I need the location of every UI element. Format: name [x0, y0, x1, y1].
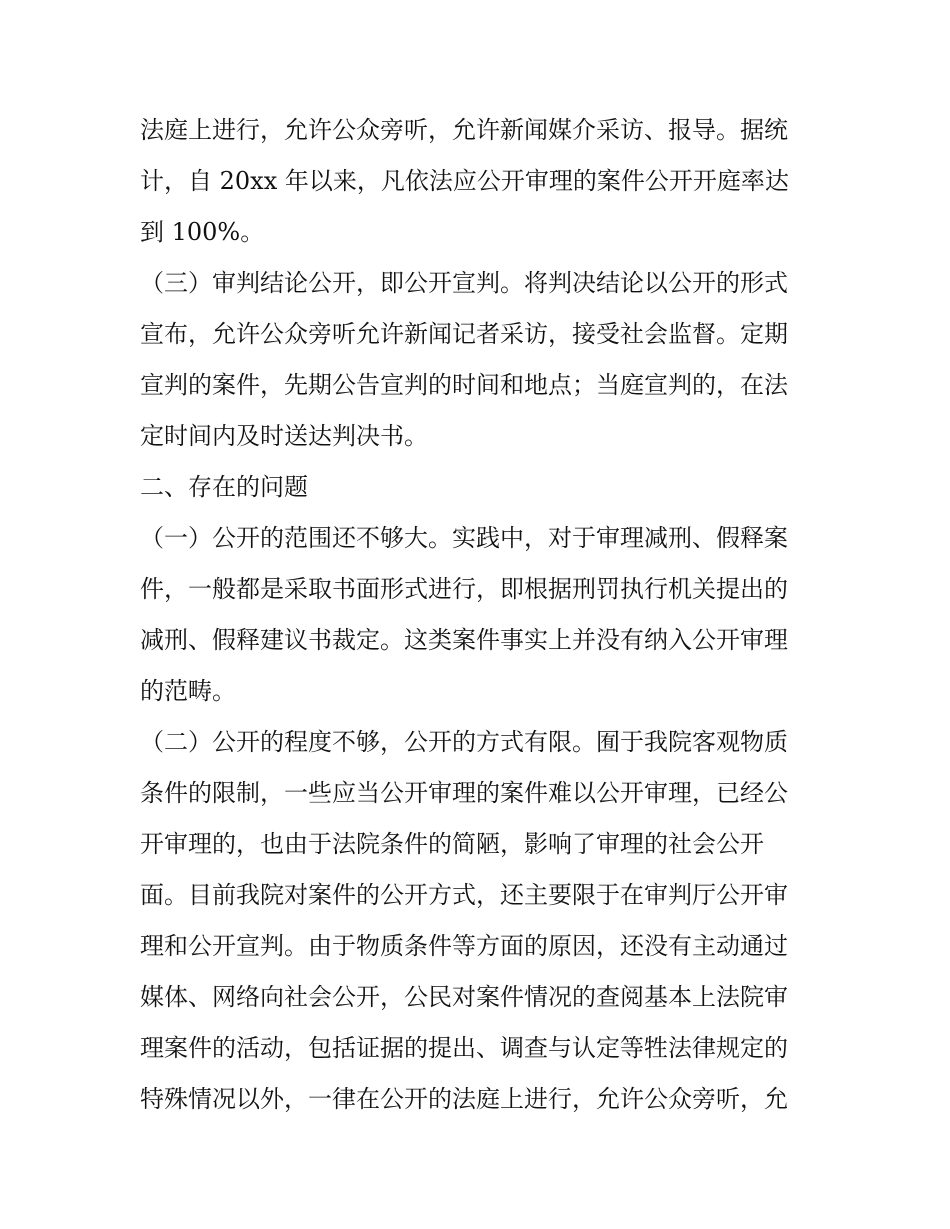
text-line: 宣判的案件，先期公告宣判的时间和地点；当庭宣判的，在法	[140, 371, 788, 399]
section-heading: 二、存在的问题	[140, 473, 308, 501]
text-line: 件，一般都是采取书面形式进行，即根据刑罚执行机关提出的	[140, 575, 788, 603]
text-line: 理案件的活动，包括证据的提出、调查与认定等牲法律规定的	[140, 1034, 788, 1062]
text-line: 宣布，允许公众旁听允许新闻记者采访，接受社会监督。定期	[140, 320, 788, 348]
text-line: 定时间内及时送达判决书。	[140, 422, 428, 450]
text-line: 媒体、网络向社会公开，公民对案件情况的查阅基本上法院审	[140, 983, 788, 1011]
text-line: 计，自 20xx 年以来，凡依法应公开审理的案件公开开庭率达	[140, 167, 789, 195]
text-line: 减刑、假释建议书裁定。这类案件事实上并没有纳入公开审理	[140, 626, 788, 654]
text-line: 开审理的，也由于法院条件的简陋，影响了审理的社会公开	[140, 830, 764, 858]
text-line: 的范畴。	[140, 677, 236, 705]
text-line: 法庭上进行，允许公众旁听，允许新闻媒介采访、报导。据统	[140, 116, 788, 144]
text-line: 特殊情况以外，一律在公开的法庭上进行，允许公众旁听，允	[140, 1085, 788, 1113]
text-line: 条件的限制，一些应当公开审理的案件难以公开审理，已经公	[140, 779, 788, 807]
text-line: （一）公开的范围还不够大。实践中，对于审理减刑、假释案	[140, 524, 788, 552]
text-line: （二）公开的程度不够，公开的方式有限。囿于我院客观物质	[140, 728, 788, 756]
text-line: 到 100%。	[140, 218, 265, 246]
text-line: 面。目前我院对案件的公开方式，还主要限于在审判厅公开审	[140, 881, 788, 909]
text-line: （三）审判结论公开，即公开宣判。将判决结论以公开的形式	[140, 269, 788, 297]
text-line: 理和公开宣判。由于物质条件等方面的原因，还没有主动通过	[140, 932, 788, 960]
